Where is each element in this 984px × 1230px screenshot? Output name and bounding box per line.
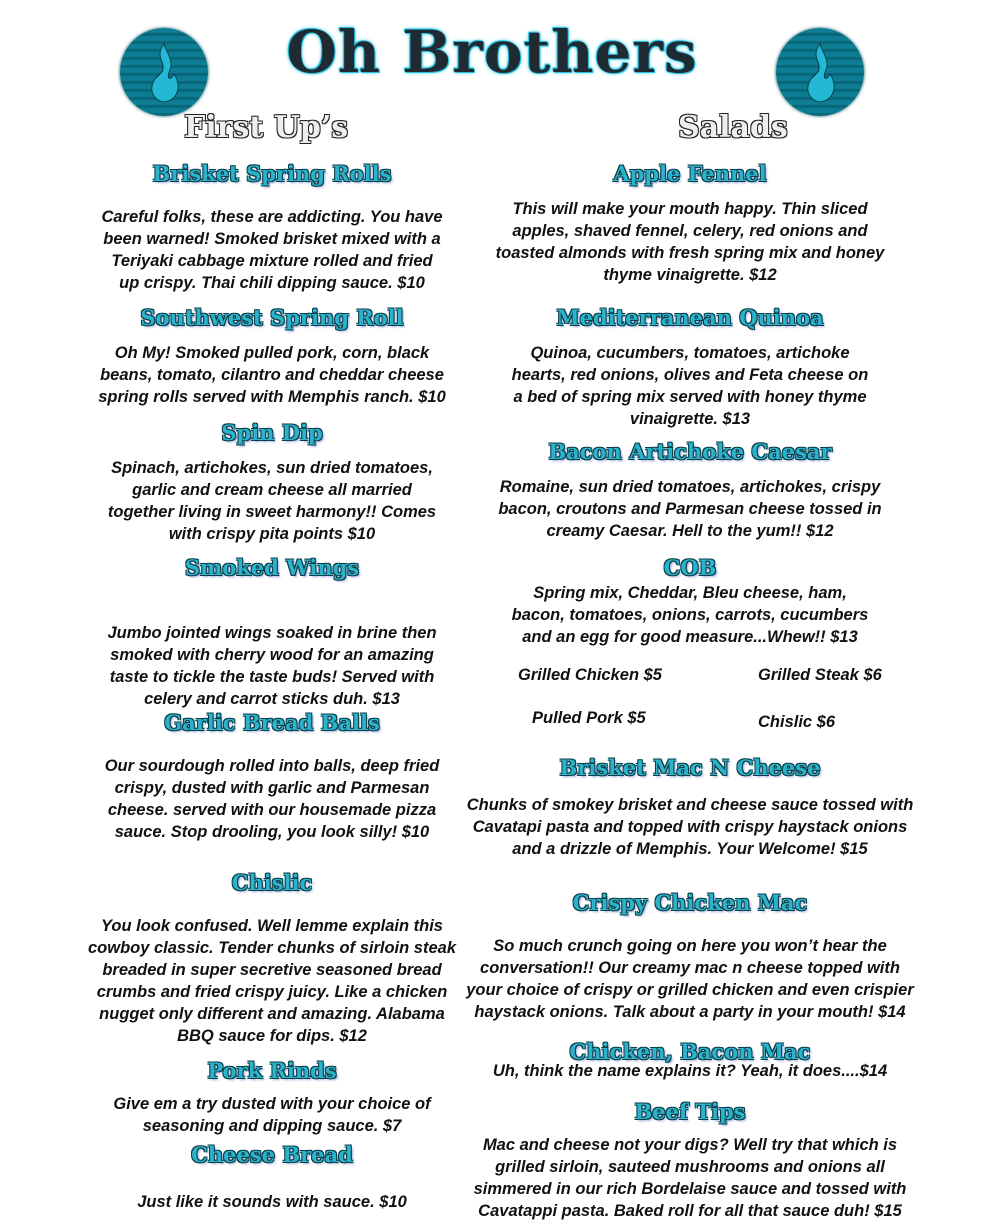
description-line: and a drizzle of Memphis. Your Welcome! $15 bbox=[512, 840, 868, 858]
menu-item-name: Spin Dip bbox=[221, 420, 323, 445]
description-line: breaded in super secretive seasoned bread bbox=[102, 961, 442, 979]
description-line: This will make your mouth happy. Thin sliced bbox=[512, 200, 868, 218]
description-line: together living in sweet harmony!! Comes bbox=[107, 503, 437, 521]
description-line: bacon, tomatoes, onions, carrots, cucumbers bbox=[511, 606, 869, 624]
menu-item-description bbox=[430, 1134, 950, 1222]
description-line: vinaigrette. $13 bbox=[629, 410, 751, 428]
description-line: toasted almonds with fresh spring mix and honey bbox=[495, 244, 885, 262]
description-line: crispy, dusted with garlic and Parmesan bbox=[114, 779, 430, 797]
description-line: grilled sirloin, sauteed mushrooms and onions all bbox=[495, 1158, 885, 1176]
description-line: beans, tomato, cilantro and cheddar cheese bbox=[100, 366, 444, 384]
menu-item bbox=[430, 1098, 950, 1222]
restaurant-title: Oh Brothers bbox=[286, 18, 698, 86]
menu-item-description bbox=[430, 198, 950, 286]
menu-item bbox=[430, 554, 950, 648]
menu-item bbox=[430, 754, 950, 860]
addon-item: Grilled Steak $6 bbox=[758, 666, 882, 684]
menu-item-name: Smoked Wings bbox=[184, 555, 360, 580]
description-line: Uh, think the name explains it? Yeah, it does....$14 bbox=[492, 1062, 888, 1080]
description-line: Jumbo jointed wings soaked in brine then bbox=[107, 624, 437, 642]
menu-item-name: Beef Tips bbox=[634, 1099, 746, 1124]
description-line: Teriyaki cabbage mixture rolled and fried bbox=[111, 252, 433, 270]
description-line: garlic and cream cheese all married bbox=[132, 481, 412, 499]
description-line: Cavatapi pasta and topped with crispy haystack onions bbox=[472, 818, 908, 836]
description-line: spring rolls served with Memphis ranch. $10 bbox=[98, 388, 446, 406]
description-line: simmered in our rich Bordelaise sauce and tossed with bbox=[473, 1180, 907, 1198]
description-line: Oh My! Smoked pulled pork, corn, black bbox=[114, 344, 430, 362]
description-line: Chunks of smokey brisket and cheese sauce tossed with bbox=[466, 796, 914, 814]
menu-item-name: Apple Fennel bbox=[613, 161, 767, 186]
menu-item bbox=[430, 438, 950, 542]
menu-item-description bbox=[430, 794, 950, 860]
description-line: So much crunch going on here you won’t hear the bbox=[493, 937, 887, 955]
description-line: celery and carrot sticks duh. $13 bbox=[144, 690, 400, 708]
description-line: Just like it sounds with sauce. $10 bbox=[137, 1193, 407, 1211]
menu-item-description bbox=[430, 476, 950, 542]
menu-item-name: Pork Rinds bbox=[207, 1058, 337, 1083]
description-line: hearts, red onions, olives and Feta cheese on bbox=[511, 366, 869, 384]
description-line: Cavatappi pasta. Baked roll for all that sauce duh! $15 bbox=[478, 1202, 902, 1220]
description-line: bacon, croutons and Parmesan cheese tossed in bbox=[498, 500, 882, 518]
description-line: Spinach, artichokes, sun dried tomatoes, bbox=[111, 459, 433, 477]
description-line: Our sourdough rolled into balls, deep fried bbox=[104, 757, 440, 775]
description-line: cowboy classic. Tender chunks of sirloin steak bbox=[87, 939, 456, 957]
description-line: nugget only different and amazing. Alabama bbox=[99, 1005, 445, 1023]
description-line: conversation!! Our creamy mac n cheese topped with bbox=[480, 959, 900, 977]
description-line: taste to tickle the taste buds! Served with bbox=[109, 668, 435, 686]
description-line: creamy Caesar. Hell to the yum!! $12 bbox=[546, 522, 834, 540]
description-line: smoked with cherry wood for an amazing bbox=[110, 646, 434, 664]
description-line: You look confused. Well lemme explain this bbox=[101, 917, 443, 935]
description-line: up crispy. Thai chili dipping sauce. $10 bbox=[119, 274, 425, 292]
description-line: haystack onions. Talk about a party in your mouth! $14 bbox=[474, 1003, 906, 1021]
menu-item bbox=[430, 160, 950, 286]
menu-item bbox=[430, 1038, 950, 1082]
description-line: Romaine, sun dried tomatoes, artichokes, crispy bbox=[499, 478, 881, 496]
description-line: Mac and cheese not your digs? Well try that which is bbox=[482, 1136, 898, 1154]
menu-item-name: Chislic bbox=[231, 870, 313, 895]
description-line: Give em a try dusted with your choice of bbox=[113, 1095, 431, 1113]
menu-item-name: Bacon Artichoke Caesar bbox=[548, 439, 832, 464]
description-line: sauce. Stop drooling, you look silly! $10 bbox=[114, 823, 430, 841]
section-heading-first-ups: First Up’s bbox=[184, 110, 349, 145]
addon-item: Chislic $6 bbox=[758, 713, 836, 731]
menu-item-description bbox=[430, 582, 950, 648]
menu-item-name: Brisket Spring Rolls bbox=[152, 161, 392, 186]
description-line: Careful folks, these are addicting. You have bbox=[101, 208, 443, 226]
description-line: thyme vinaigrette. $12 bbox=[603, 266, 777, 284]
menu-item-description bbox=[430, 1060, 950, 1082]
menu-item bbox=[430, 304, 950, 430]
addon-item: Pulled Pork $5 bbox=[532, 709, 646, 727]
section-heading-salads: Salads bbox=[678, 110, 788, 145]
menu-item bbox=[430, 889, 950, 1023]
menu-item-name: Mediterranean Quinoa bbox=[556, 305, 824, 330]
menu-item-name: Chicken, Bacon Mac bbox=[569, 1039, 811, 1064]
menu-item-description bbox=[430, 935, 950, 1023]
menu-item-description bbox=[430, 342, 950, 430]
description-line: BBQ sauce for dips. $12 bbox=[177, 1027, 367, 1045]
description-line: seasoning and dipping sauce. $7 bbox=[142, 1117, 402, 1135]
menu-item-name: Garlic Bread Balls bbox=[164, 710, 380, 735]
description-line: Spring mix, Cheddar, Bleu cheese, ham, bbox=[533, 584, 847, 602]
addon-item: Grilled Chicken $5 bbox=[518, 666, 662, 684]
description-line: your choice of crispy or grilled chicken and even crispier bbox=[466, 981, 914, 999]
description-line: and an egg for good measure...Whew!! $13 bbox=[522, 628, 858, 646]
menu-item-name: Crispy Chicken Mac bbox=[572, 890, 808, 915]
description-line: Quinoa, cucumbers, tomatoes, artichoke bbox=[530, 344, 850, 362]
description-line: apples, shaved fennel, celery, red onions and bbox=[512, 222, 868, 240]
description-line: crumbs and fried crispy juicy. Like a chicken bbox=[96, 983, 448, 1001]
menu-item-name: Cheese Bread bbox=[191, 1142, 353, 1167]
description-line: a bed of spring mix served with honey thyme bbox=[513, 388, 867, 406]
menu-item-name: Brisket Mac N Cheese bbox=[559, 755, 821, 780]
menu-item-name: Southwest Spring Roll bbox=[140, 305, 404, 330]
description-line: been warned! Smoked brisket mixed with a bbox=[103, 230, 441, 248]
description-line: with crispy pita points $10 bbox=[168, 525, 376, 543]
menu-item-name: COB bbox=[663, 555, 717, 580]
description-line: cheese. served with our housemade pizza bbox=[107, 801, 437, 819]
